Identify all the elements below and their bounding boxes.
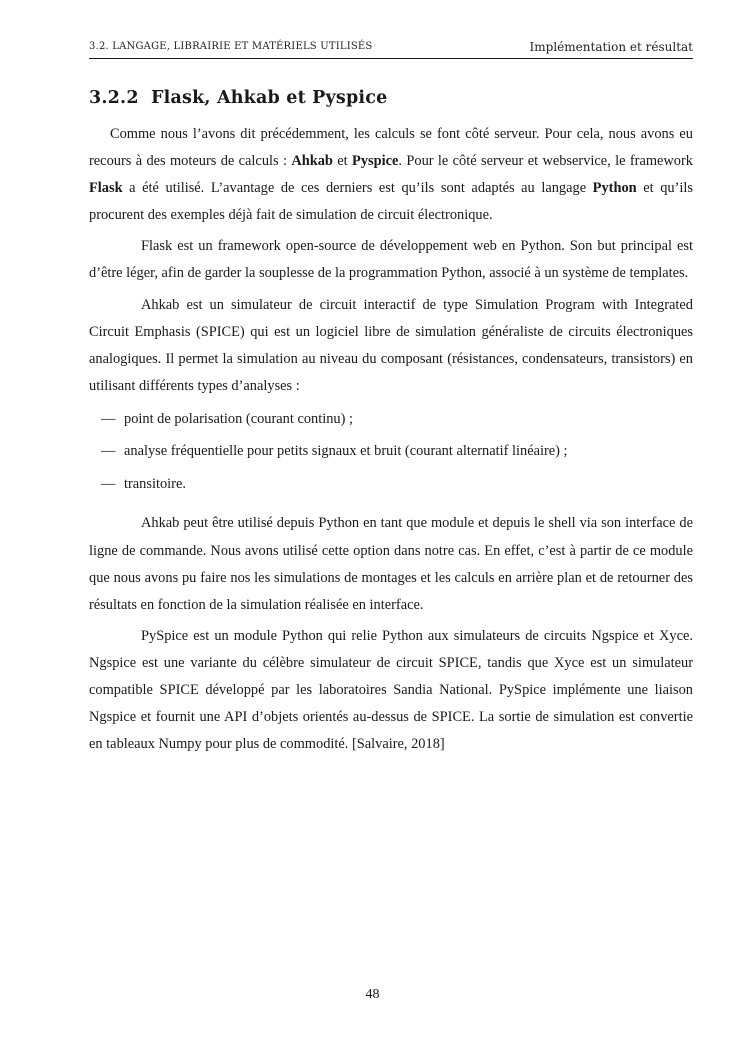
list-dash: — bbox=[101, 443, 116, 460]
term-ahkab: Ahkab bbox=[291, 153, 333, 170]
analysis-types-list bbox=[89, 403, 693, 501]
list-item bbox=[89, 468, 693, 501]
term-pyspice: Pyspice bbox=[352, 153, 399, 170]
list-item-text: point de polarisation (courant continu) ; bbox=[124, 410, 353, 427]
paragraph-flask: Flask est un framework open-source de développement web en Python. Son but principal est d’être léger, afin de garder la souplesse de la programmation Python, associé à un système de templates. bbox=[89, 238, 693, 282]
list-dash: — bbox=[101, 475, 116, 492]
paragraph-intro-text: et qu’ils procurent des exemples déjà fait de simulation de circuit électronique. bbox=[89, 180, 693, 224]
section-number: 3.2.2 bbox=[89, 88, 139, 108]
section-heading bbox=[89, 88, 693, 108]
paragraph-intro bbox=[89, 121, 693, 229]
list-item-text: transitoire. bbox=[124, 475, 186, 492]
paragraph-intro-text: et bbox=[332, 153, 353, 170]
term-flask: Flask bbox=[89, 180, 123, 197]
paragraph-intro-text: a été utilisé. L’avantage de ces derniers est qu’ils sont adaptés au langage bbox=[122, 180, 593, 197]
page-number: 48 bbox=[365, 987, 380, 1002]
paragraph-ahkab: Ahkab est un simulateur de circuit interactif de type Simulation Program with Integrated Circuit Emphasis (SPICE) qui est un logiciel libre de simulation généraliste de circuits électroniques analogiques. Il permet la simulation au niveau du composant (résistances, condensateurs, transistors) en utilisant différents types d’analyses : bbox=[89, 296, 693, 394]
running-header bbox=[89, 40, 693, 59]
header-chapter-title: Implémentation et résultat bbox=[529, 40, 693, 54]
paragraph-intro-text: Comme nous l’avons dit précédemment, les calculs se font côté serveur. Pour cela, nous avons eu recours à des moteurs de calculs : bbox=[89, 126, 693, 170]
header-chapter-section: 3.2. LANGAGE, LIBRAIRIE ET MATÉRIELS UTILISÉS bbox=[89, 41, 373, 52]
paragraph-ahkab-usage: Ahkab peut être utilisé depuis Python en tant que module et depuis le shell via son interface de ligne de commande. Nous avons utilisé cette option dans notre cas. En effet, c’est à partir de ce module que nous avons pu faire nos les simulations de montages et les calculs en arrière plan et de retourner des résultats en fonction de la simulation réalisée en interface. bbox=[89, 515, 693, 613]
section-title: Flask, Ahkab et Pyspice bbox=[151, 88, 388, 108]
list-item bbox=[89, 435, 693, 468]
list-item-text: analyse fréquentielle pour petits signaux et bruit (courant alternatif linéaire) ; bbox=[124, 443, 568, 460]
list-item bbox=[89, 403, 693, 436]
paragraph-intro-text: . Pour le côté serveur et webservice, le framework bbox=[398, 153, 693, 170]
term-python: Python bbox=[592, 180, 637, 197]
body-text bbox=[89, 121, 693, 762]
paragraph-pyspice: PySpice est un module Python qui relie Python aux simulateurs de circuits Ngspice et Xyce. Ngspice est une variante du célèbre simulateur de circuit SPICE, tandis que Xyce est un simulateur compatible SPICE développé par les laboratoires Sandia National. PySpice implémente une liaison Ngspice et fournit une API d’objets orientés au-dessus de SPICE. La sortie de simulation est convertie en tableaux Numpy pour plus de commodité. [Salvaire, 2018] bbox=[89, 627, 693, 753]
list-dash: — bbox=[101, 410, 116, 427]
